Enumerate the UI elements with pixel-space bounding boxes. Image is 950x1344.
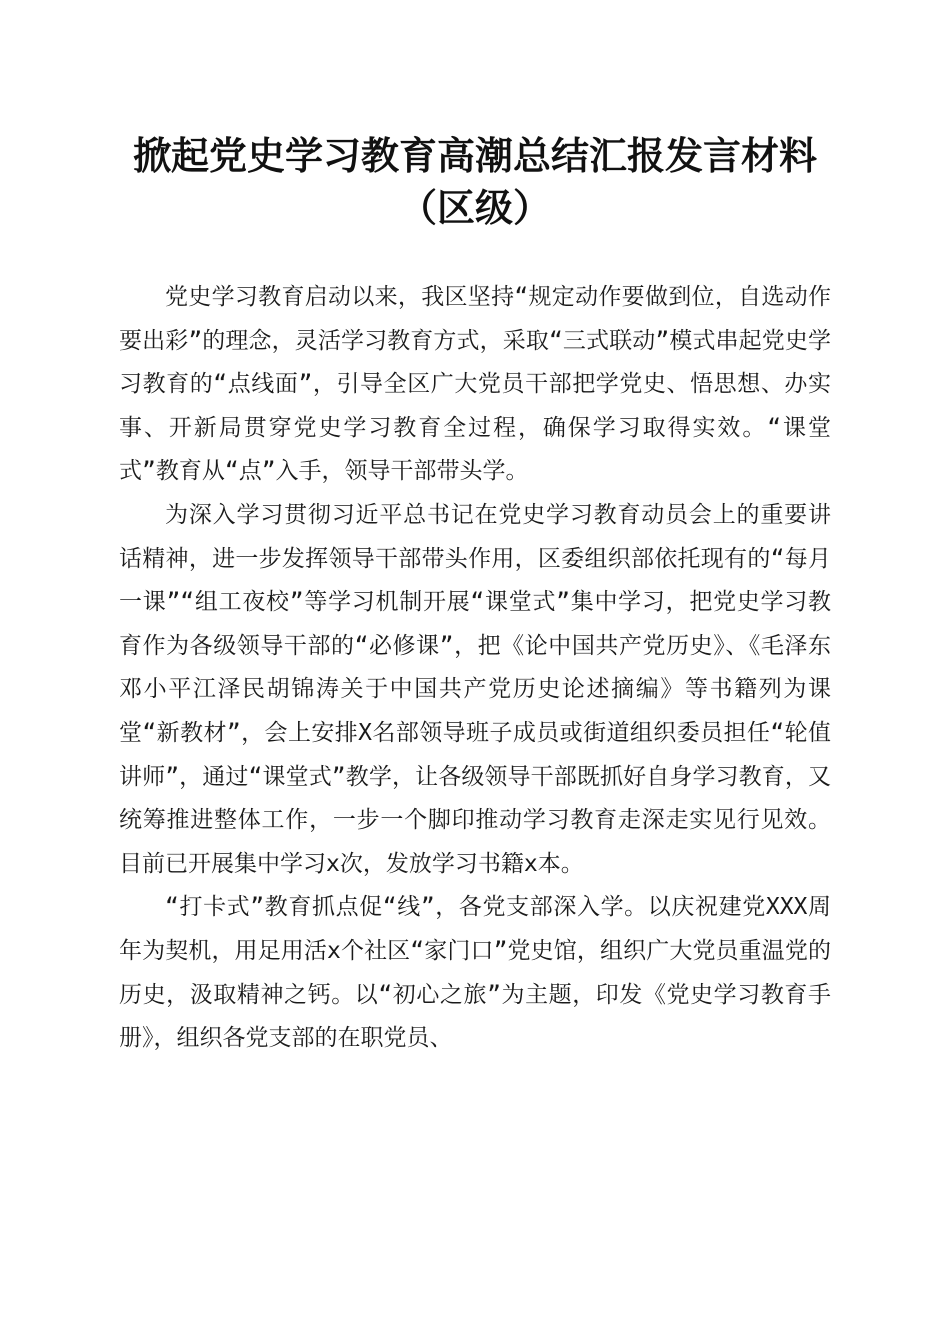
paragraph-1: 党史学习教育启动以来，我区坚持“规定动作要做到位，自选动作要出彩”的理念，灵活学习教育方式，采取“三式联动”模式串起党史学习教育的“点线面”，引导全区广大党员干部把学党史、悟思想、办实事、开新局贯穿党史学习教育全过程，确保学习取得实效。“课堂式”教育从“点”入手，领导干部带头学。	[119, 284, 831, 485]
paragraph-3: “打卡式”教育抓点促“线”，各党支部深入学。以庆祝建党XXX周年为契机，用足用活x个社区“家门口”党史馆，组织广大党员重温党的历史，汲取精神之钙。以“初心之旅”为主题，印发《党史学习教育手册》，组织各党支部的在职党员、	[119, 894, 831, 1052]
document-title: 掀起党史学习教育高潮总结汇报发言材料（区级）	[132, 133, 817, 230]
document-body	[119, 276, 831, 1061]
paragraph-2: 为深入学习贯彻习近平总书记在党史学习教育动员会上的重要讲话精神，进一步发挥领导干部带头作用，区委组织部依托现有的“每月一课”“组工夜校”等学习机制开展“课堂式”集中学习，把党史学习教育作为各级领导干部的“必修课”，把《论中国共产党历史》、《毛泽东邓小平江泽民胡锦涛关于中国共产党历史论述摘编》等书籍列为课堂“新教材”，会上安排X名部领导班子成员或街道组织委员担任“轮值讲师”，通过“课堂式”教学，让各级领导干部既抓好自身学习教育，又统筹推进整体工作，一步一个脚印推动学习教育走深走实见行见效。目前已开展集中学习x次，发放学习书籍x本。	[119, 501, 831, 877]
